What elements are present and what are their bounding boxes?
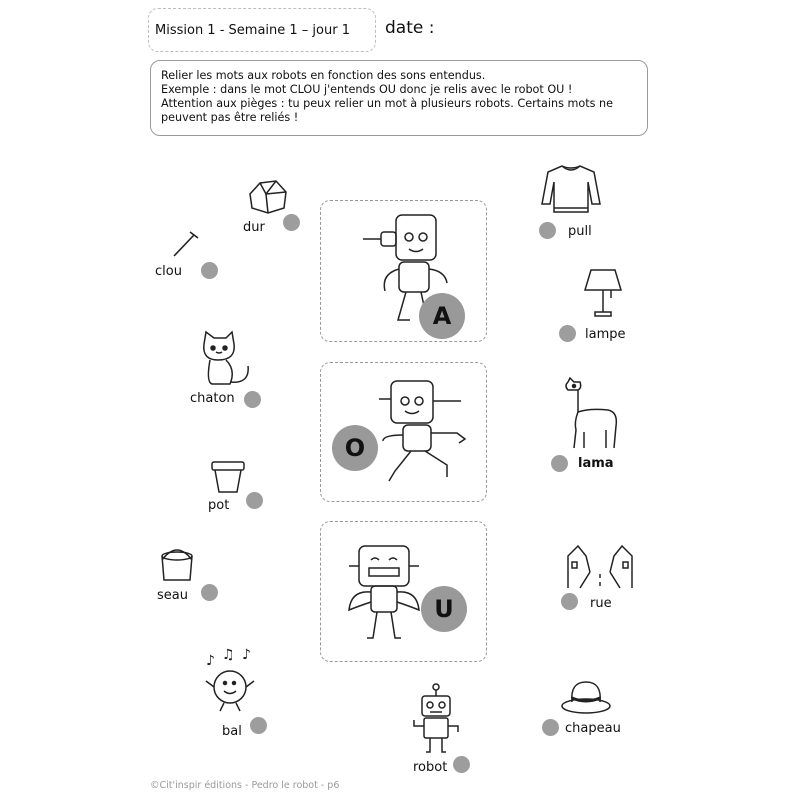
instruction-line: Relier les mots aux robots en fonction des sons entendus. (161, 69, 486, 82)
word-lama: lama (578, 456, 614, 471)
hat-icon (560, 680, 612, 716)
connect-dot-chaton[interactable] (244, 391, 261, 408)
word-lampe: lampe (585, 327, 626, 342)
nail-icon (168, 228, 200, 260)
word-chapeau: chapeau (565, 721, 621, 736)
robot-frame-o (320, 362, 487, 502)
connect-dot-dur[interactable] (283, 214, 300, 231)
word-robot: robot (413, 760, 448, 775)
connect-dot-pot[interactable] (246, 492, 263, 509)
instructions-box (150, 60, 648, 136)
mission-title-box (148, 8, 376, 52)
footer-credit: ©Cit'inspir éditions - Pedro le robot - p6 (150, 780, 340, 791)
cat-icon (196, 330, 254, 388)
ball-icon (200, 645, 262, 715)
word-clou: clou (155, 264, 182, 279)
word-bal: bal (222, 724, 242, 739)
word-seau: seau (157, 588, 188, 603)
connect-dot-pull[interactable] (539, 222, 556, 239)
instruction-line: peuvent pas être reliés ! (161, 111, 299, 124)
robot-icon (410, 684, 462, 756)
letter-badge-u: U (421, 586, 467, 632)
word-chaton: chaton (190, 391, 235, 406)
street-icon (566, 542, 634, 590)
connect-dot-chapeau[interactable] (542, 719, 559, 736)
svg-text:♪: ♪ (242, 647, 251, 663)
connect-dot-robot[interactable] (453, 756, 470, 773)
robot-frame-u (320, 521, 487, 662)
instruction-line: Attention aux pièges : tu peux relier un mot à plusieurs robots. Certains mots ne (161, 97, 613, 110)
lamp-icon (583, 268, 623, 318)
rock-icon (246, 178, 290, 216)
sweater-icon (540, 164, 602, 216)
word-pot: pot (208, 498, 230, 513)
word-dur: dur (243, 220, 265, 235)
date-label: date : (385, 18, 435, 38)
mission-title: Mission 1 - Semaine 1 – jour 1 (155, 22, 350, 38)
connect-dot-bal[interactable] (250, 717, 267, 734)
bucket-icon (160, 548, 196, 584)
pot-icon (210, 460, 246, 494)
connect-dot-clou[interactable] (201, 262, 218, 279)
instruction-line: Exemple : dans le mot CLOU j'entends OU donc je relis avec le robot OU ! (161, 83, 573, 96)
svg-text:♫: ♫ (222, 647, 235, 663)
word-pull: pull (568, 224, 592, 239)
connect-dot-lama[interactable] (551, 455, 568, 472)
connect-dot-seau[interactable] (201, 584, 218, 601)
connect-dot-rue[interactable] (561, 593, 578, 610)
svg-text:♪: ♪ (206, 653, 215, 669)
robot-frame-a (320, 200, 487, 342)
letter-badge-a: A (419, 293, 465, 339)
connect-dot-lampe[interactable] (559, 325, 576, 342)
llama-icon (560, 378, 622, 450)
word-rue: rue (590, 596, 612, 611)
letter-badge-o: O (332, 425, 378, 471)
